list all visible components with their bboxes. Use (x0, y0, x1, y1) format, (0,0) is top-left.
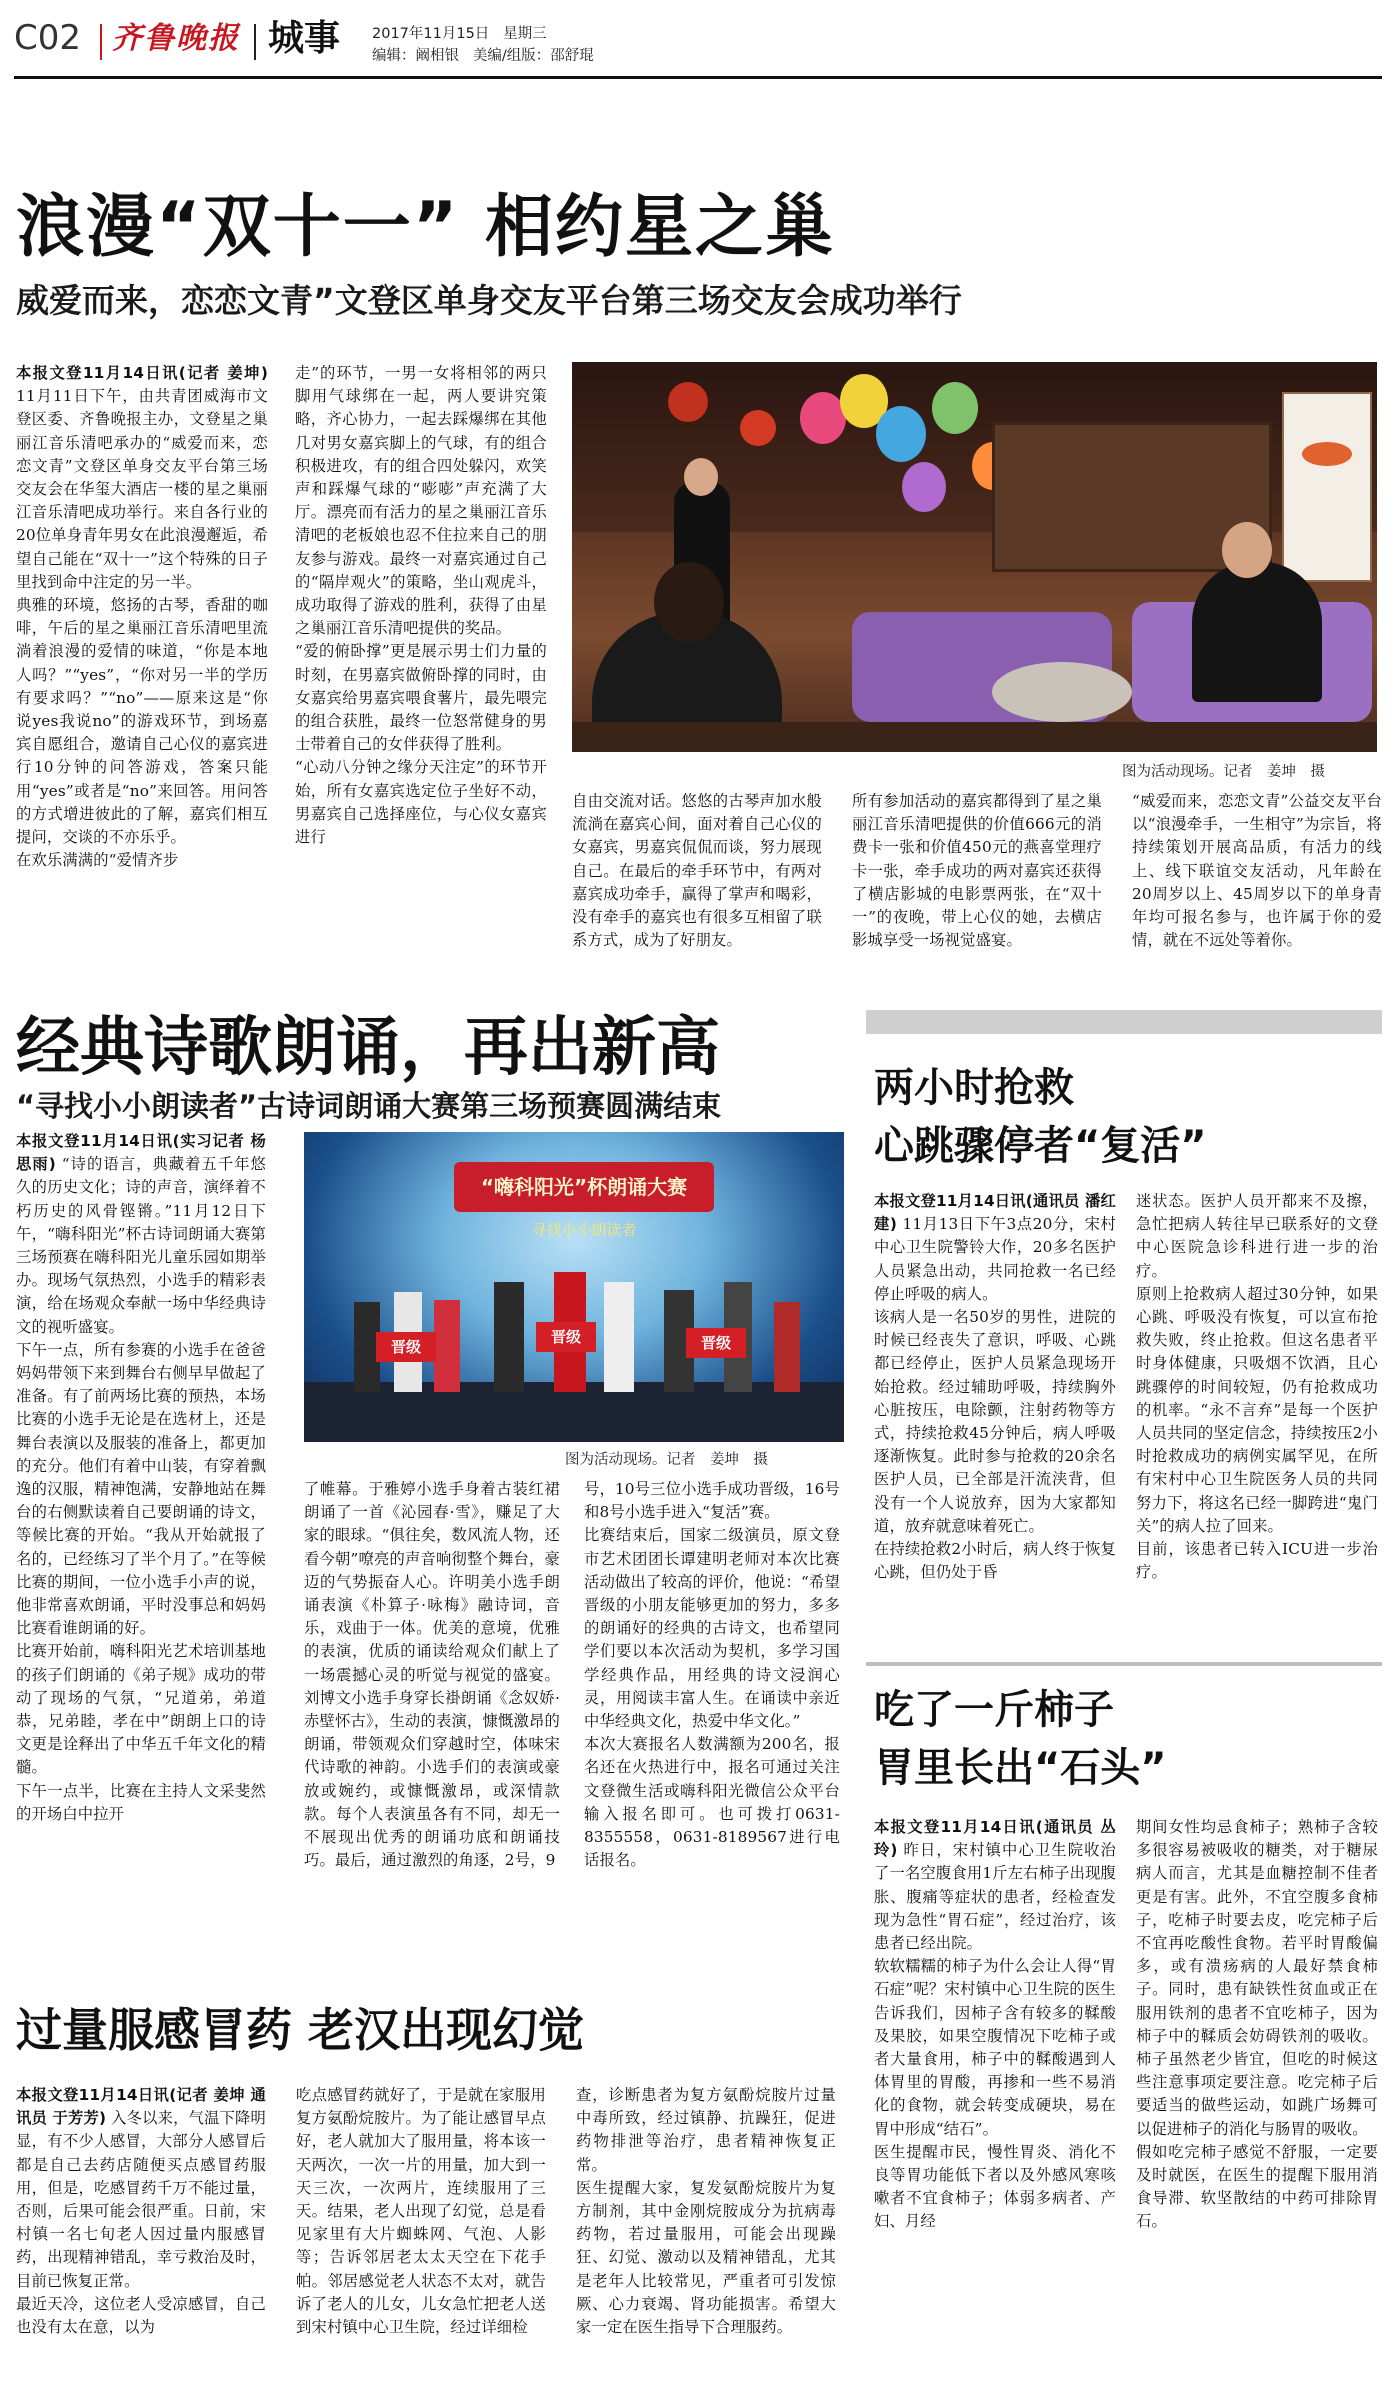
story4-dateline: 本报文登11月14日讯(通讯员 丛玲) (874, 1818, 1116, 1860)
header-rule (14, 76, 1382, 79)
story4-title-line1: 吃了一斤柿子 (874, 1687, 1114, 1733)
page-number: C02 (14, 18, 82, 58)
story1-col5: “威爱而来，恋恋文青”公益交友平台以“浪漫牵手，一生相守”为宗旨，将持续策划开展高品质，有活力的线上、线下联谊交友活动，凡年龄在20周岁以上、45周岁以下的单身青年均可报名参与，也许属于你的爱情，就在不远处等着你。 (1132, 792, 1382, 950)
section-name: 城事 (268, 18, 341, 59)
photo2-sign: 晋级 (376, 1332, 436, 1362)
story3-title-line1: 两小时抢救 (874, 1065, 1074, 1111)
story3-title-line2: 心跳骤停者“复活” (874, 1123, 1207, 1169)
story1-title: 浪漫“双十一” 相约星之巢 (16, 188, 836, 267)
photo2-backdrop-sub: 寻找小小朗读者 (531, 1221, 637, 1239)
photo-lantern (740, 410, 776, 446)
story2-col3: 号，10号三位小选手成功晋级，16号和8号小选手进入“复活”赛。 比赛结束后，国家二级演员，原文登市艺术团团长谭建明老师对本次比赛活动做出了较高的评价，他说：“希望晋级的小朋友能够更加的努力，多多的朗诵好的经典的古诗文，也希望同学们要以本次活动为契机，多学习国学经典作品，用经典的诗文浸润心灵，用阅读丰富人生。在诵读中亲近中华经典文化，热爱中华文化。” 本次大赛报名人数满额为200名，报名还在火热进行中，报名可通过关注文登微生活或嗨科阳光微信公众平台输入报名即可。也可拨打0631-8355558，0631-8189567进行电话报名。 (584, 1480, 840, 1870)
photo-guest-head (654, 562, 724, 642)
story4-title-line2: 胃里长出“石头” (874, 1745, 1167, 1791)
photo2-child (494, 1282, 524, 1392)
story2-col2: 了帷幕。于雅婷小选手身着古装红裙朗诵了一首《沁园春·雪》，赚足了大家的眼球。“俱往矣，数风流人物，还看今朝”嘹亮的声音响彻整个舞台，豪迈的气势振奋人心。许明美小选手朗诵表演《朴算子·咏梅》融诗词，音乐，戏曲于一体。优美的意境，优雅的表演，优质的诵读给观众们献上了一场震撼心灵的听觉与视觉的盛宴。刘博文小选手身穿长褂朗诵《念奴娇·赤壁怀古》，生动的表演，慷慨激昂的朗诵，带领观众们穿越时空，体味宋代诗歌的神韵。小选手们的表演或豪放或婉约，或慷慨激昂，或深情款款。每个人表演虽各有不同，却无一不展现出优秀的朗诵功底和朗诵技巧。最后，通过激烈的角逐，2号，9 (304, 1480, 560, 1870)
photo-painting (1282, 392, 1372, 582)
story2-subtitle: “寻找小小朗读者”古诗词朗诵大赛第三场预赛圆满结束 (16, 1089, 722, 1123)
story2-photo (304, 1132, 844, 1442)
weekday: 星期三 (503, 26, 547, 42)
story1-dateline: 本报文登11月14日讯(记者 姜坤) (16, 364, 268, 382)
story3-col1-text: 11月13日下午3点20分，宋村中心卫生院警铃大作，20多名医护人员紧急出动，共同抢救一名已经停止呼吸的病人。 该病人是一名50岁的男性，进院的时候已经丧失了意识，呼吸、心跳都已经停止，医护人员紧急现场开始抢救。经过辅助呼吸，持续胸外心脏按压，电除颤，注射药物等方式，持续抢救45分钟后，病人呼吸逐渐恢复。此时参与抢救的20余名医护人员，已全部是汗流浃背，但没有一个人说放弃，因为大家都知道，放弃就意味着死亡。 在持续抢救2小时后，病人终于恢复心跳，但仍处于昏 (874, 1215, 1116, 1582)
story2-photo-caption: 图为活动现场。记者 姜坤 摄 (565, 1452, 768, 1468)
story5-col1-text: 入冬以来，气温下降明显，有不少人感冒，大部分人感冒后都是自己去药店随便买点感冒药服用，但是，吃感冒药千万不能过量，否则，后果可能会很严重。日前，宋村镇一名七旬老人因过量内服感冒药，出现精神错乱，幸亏救治及时，目前已恢复正常。 最近天冷，这位老人受凉感冒，自己也没有太在意，以为 (16, 2109, 266, 2337)
designer: 美编/组版：邵舒琨 (472, 48, 594, 64)
story3-col1 (874, 1190, 1116, 1642)
header-divider-2 (254, 24, 256, 60)
photo-balloon (932, 382, 978, 434)
photo-balloon (876, 406, 926, 462)
story1-col1 (16, 362, 268, 962)
photo2-child (774, 1302, 800, 1392)
brand-logo: 齐鲁晚报 (112, 21, 240, 56)
photo-floor (572, 722, 1377, 752)
story5-title: 过量服感冒药 老汉出现幻觉 (16, 2003, 585, 2057)
story2-col1-text: “诗的语言，典藏着五千年悠久的历史文化；诗的声音，演绎着不朽历史的风骨铿锵。”11月12日下午，“嗨科阳光”杯古诗词朗诵大赛第三场预赛在嗨科阳光儿童乐园如期举办。现场气氛热烈，小选手的精彩表演，给在场观众奉献一场中华经典诗文的视听盛宴。 下午一点，所有参赛的小选手在爸爸妈妈带领下来到舞台右侧早早做起了准备。有了前两场比赛的预热，本场比赛的小选手无论是在选材上，还是舞台表演以及服装的准备上，都更加的充分。他们有着中山装，有穿着飘逸的汉服，精神饱满，安静地站在舞台的右侧默读着自己要朗诵的诗文，等候比赛的开始。“我从开始就报了名的，已经练习了半个月了。”在等候比赛的期间，一位小选手小声的说，他非常喜欢朗诵，平时没事总和妈妈比赛看谁朗诵的好。 比赛开始前，嗨科阳光艺术培训基地的孩子们朗诵的《弟子规》成功的带动了现场的气氛，“兄道弟，弟道恭，兄弟睦，孝在中”朗朗上口的诗文更是诠释出了中华五千年文化的精髓。 下午一点半，比赛在主持人文采斐然的开场白中拉开 (16, 1155, 266, 1823)
story1-col4: 所有参加活动的嘉宾都得到了星之巢丽江音乐清吧提供的价值666元的消费卡一张和价值450元的燕喜堂理疗卡一张，牵手成功的两对嘉宾还获得了横店影城的电影票两张，在“双十一”的夜晚，带上心仪的她，去横店影城享受一场视觉盛宴。 (852, 792, 1102, 950)
story3-col2: 迷状态。医护人员开都来不及擦，急忙把病人转往早已联系好的文登中心医院急诊科进行进一步的治疗。 原则上抢救病人超过30分钟，如果心跳、呼吸没有恢复，可以宣布抢救失败，终止抢救。但这名患者平时身体健康，只吸烟不饮酒，且心跳骤停的时间较短，仍有抢救成功的机率。“永不言弃”是每一个医护人员共同的坚定信念，持续按压2小时抢救成功的病例实属罕见，在所有宋村中心卫生院医务人员的共同努力下，将这名已经一脚跨进“鬼门关”的病人拉了回来。 目前，该患者已转入ICU进一步治疗。 (1136, 1192, 1378, 1582)
photo-singer-head (684, 458, 718, 496)
story2-dateline: 本报文登11月14日讯(实习记者 杨思雨) (16, 1132, 266, 1174)
photo-guest-head (1222, 522, 1272, 578)
story1-col1-text: 11月11日下午，由共青团威海市文登区委、齐鲁晚报主办，文登星之巢丽江音乐清吧承办的“威爱而来，恋恋文青”文登区单身交友平台第三场交友会在华玺大酒店一楼的星之巢丽江音乐清吧成功举行。来自各行业的20位单身青年男女在此浪漫邂逅，希望自己能在“双十一”这个特殊的日子里找到命中注定的另一半。 典雅的环境，悠扬的古琴，香甜的咖啡，午后的星之巢丽江音乐清吧里流淌着浪漫的爱情的味道，“你是本地人吗？”“yes”，“你对另一半的学历有要求吗？”“no”——原来这是“你说yes我说no”的游戏环节，到场嘉宾自愿组合，邀请自己心仪的嘉宾进行10分钟的问答游戏，答案只能用“yes”或者是“no”来回答。用问答的方式增进彼此的了解，嘉宾们相互提问，交谈的不亦乐乎。 在欢乐满满的“爱情齐步 (16, 387, 268, 870)
story5-dateline: 本报文登11月14日讯(记者 姜坤 通讯员 于芳芳) (16, 2086, 266, 2128)
date: 2017年11月15日 (372, 26, 490, 42)
story5-col2: 吃点感冒药就好了，于是就在家服用复方氨酚烷胺片。为了能让感冒早点好，老人就加大了服用量，将本该一天两次，一次一片的用量，加大到一天三次，一次两片，连续服用了三天。结果，老人出现了幻觉，总是看见家里有大片蜘蛛网、气泡、人影等；告诉邻居老太太天空在下花手帕。邻居感觉老人状态不太对，就告诉了老人的儿女，儿女急忙把老人送到宋村镇中心卫生院，经过详细检 (296, 2086, 546, 2337)
photo2-sign: 晋级 (536, 1322, 596, 1352)
photo-fish (1302, 442, 1352, 466)
story1-col2: 走”的环节，一男一女将相邻的两只脚用气球绑在一起，两人要讲究策略，齐心协力，一起去踩爆绑在其他几对男女嘉宾脚上的气球，有的组合积极进攻，有的组合四处躲闪，欢笑声和踩爆气球的“嘭嘭”声充满了大厅。漂亮而有活力的星之巢丽江音乐清吧的老板娘也忍不住拉来自己的朋友参与游戏。最终一对嘉宾通过自己的“隔岸观火”的策略，坐山观虎斗，成功取得了游戏的胜利，获得了由星之巢丽江音乐清吧提供的奖品。 “爱的俯卧撑”更是展示男士们力量的时刻，在男嘉宾做俯卧撑的同时，由女嘉宾给男嘉宾喂食薯片，最先喂完的组合获胜，最终一位怒常健身的男士带着自己的女伴获得了胜利。 “心动八分钟之缘分天注定”的环节开始，所有女嘉宾选定位子坐好不动，男嘉宾自己选择座位，与心仪女嘉宾进行 (295, 364, 547, 847)
story4-col1 (874, 1816, 1116, 2378)
header-credits (372, 44, 594, 65)
story3-dateline: 本报文登11月14日讯(通讯员 潘红建) (874, 1192, 1116, 1234)
story5-col3: 查，诊断患者为复方氨酚烷胺片过量中毒所致，经过镇静、抗躁狂，促进药物排泄等治疗，患者精神恢复正常。 医生提醒大家，复发氨酚烷胺片为复方制剂，其中金刚烷胺成分为抗病毒药物，若过量服用，可能会出现躁狂、幻觉、激动以及精神错乱，尤其是老年人比较常见，严重者可引发惊厥、心力衰竭、肾功能损害。希望大家一定在医生指导下合理服药。 (576, 2086, 836, 2337)
story1-photo (572, 362, 1377, 752)
story4-col2: 期间女性均忌食柿子；熟柿子含较多很容易被吸收的糖类，对于糖尿病人而言，尤其是血糖控制不佳者更是有害。此外，不宜空腹多食柿子，吃柿子时要去皮，吃完柿子后不宜再吃酸性食物。若平时胃酸偏多，或有溃疡病的人最好禁食柿子。同时，患有缺铁性贫血或正在服用铁剂的患者不宜吃柿子，因为柿子中的鞣质会妨碍铁剂的吸收。柿子虽然老少皆宜，但吃的时候这些注意事项定要注意。吃完柿子后要适当的做些运动，如跳广场舞可以促进柿子的消化与肠胃的吸收。 假如吃完柿子感觉不舒服，一定要及时就医，在医生的提醒下服用消食导滞、软坚散结的中药可排除胃石。 (1136, 1818, 1378, 2231)
story1-photo-caption: 图为活动现场。记者 姜坤 摄 (1122, 764, 1325, 780)
story1-subtitle: 威爱而来，恋恋文青”文登区单身交友平台第三场交友会成功举行 (16, 281, 962, 320)
header-date (372, 22, 547, 43)
photo-guest (1192, 562, 1322, 702)
photo-balloon (902, 462, 946, 512)
editor: 编辑：阚相银 (372, 48, 459, 64)
story2-title: 经典诗歌朗诵，再出新高 (16, 1011, 720, 1085)
story2-col1 (16, 1130, 266, 1972)
story5-col1 (16, 2084, 266, 2384)
story1-col3: 自由交流对话。悠悠的古琴声加水般流淌在嘉宾心间，面对着自己心仪的女嘉宾，男嘉宾侃侃而谈，努力展现自己。在最后的牵手环节中，有两对嘉宾成功牵手，赢得了掌声和喝彩，没有牵手的嘉宾也有很多互相留了联系方式，成为了好朋友。 (572, 792, 822, 950)
photo2-sign: 晋级 (686, 1328, 746, 1358)
photo2-child (434, 1300, 460, 1392)
header-divider (100, 24, 102, 60)
photo-lantern (668, 382, 708, 422)
photo2-backdrop-banner: “嗨科阳光”杯朗诵大赛 (454, 1162, 714, 1212)
story3-top-band (866, 1010, 1382, 1034)
story4-top-rule (866, 1662, 1382, 1666)
photo-table (992, 662, 1132, 722)
story4-col1-text: 昨日，宋村镇中心卫生院收治了一名空腹食用1斤左右柿子出现腹胀、腹痛等症状的患者，经检查发现为急性“胃石症”，经过治疗，该患者已经出院。 软软糯糯的柿子为什么会让人得“胃石症”呢？宋村镇中心卫生院的医生告诉我们，因柿子含有较多的鞣酸及果胶，如果空腹情况下吃柿子或者大量食用，柿子中的鞣酸遇到人体胃里的胃酸，再掺和一些不易消化的食物，就会转变成硬块，易在胃中形成“结石”。 医生提醒市民，慢性胃炎、消化不良等胃功能低下者以及外感风寒咳嗽者不宜食柿子；体弱多病者、产妇、月经 (874, 1841, 1116, 2231)
photo2-child (604, 1282, 634, 1392)
